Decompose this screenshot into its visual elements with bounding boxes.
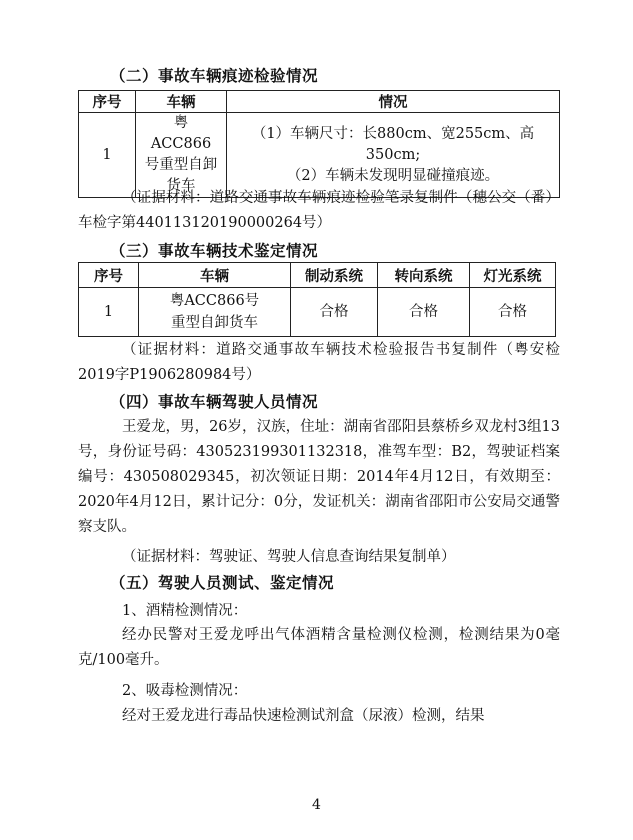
page-number: 4: [312, 797, 321, 813]
vehicle-line-2: 重型自卸货车: [171, 315, 258, 331]
drug-test-title: 2、吸毒检测情况：: [122, 683, 248, 699]
section2-evidence: （证据材料：道路交通事故车辆痕迹检验笔录复制件（穗公交（番）车检字第440113120190000264号）: [78, 190, 560, 231]
cell-condition: [227, 113, 560, 198]
table-header-row: [79, 263, 556, 288]
cell-no: 1: [79, 113, 136, 198]
cell-vehicle: 粤ACC866号重型自卸货车: [136, 113, 227, 198]
condition-line-2: （2）车辆未发现明显碰撞痕迹。: [286, 167, 500, 184]
header-lights: 灯光系统: [470, 263, 556, 288]
vehicle-line-1: 粤ACC866号: [169, 293, 260, 309]
driver-info: 王爱龙，男，26岁，汉族，住址：湖南省邵阳县蔡桥乡双龙村3组13号，身份证号码：430523199301132318，准驾车型：B2，驾驶证档案编号：430508029345，初次领证日期：2014年4月12日，有效期至：2020年4月12日，累计记分：0分，发证机关：湖南省邵阳市公安局交通警察支队。: [78, 419, 560, 535]
alcohol-test-title: 1、酒精检测情况：: [122, 603, 248, 619]
header-no: 序号: [79, 263, 139, 288]
section3-evidence: （证据材料：道路交通事故车辆技术检验报告书复制件（粤安检2019字P1906280984号）: [78, 342, 560, 383]
alcohol-test-body: 经办民警对王爱龙呼出气体酒精含量检测仪检测，检测结果为0毫克/100毫升。: [78, 627, 560, 668]
header-vehicle: 车辆: [136, 91, 227, 113]
drug-test-body: 经对王爱龙进行毒品快速检测试剂盒（尿液）检测，结果: [122, 708, 485, 724]
condition-line-1: （1）车辆尺寸：长880cm、宽255cm、高350cm;: [251, 125, 535, 163]
table-header-row: [79, 91, 560, 113]
technical-appraisal-table: [78, 262, 556, 337]
cell-no: 1: [79, 288, 139, 337]
header-brake: 制动系统: [291, 263, 378, 288]
section4-heading: （四）事故车辆驾驶人员情况: [110, 392, 319, 411]
header-condition: 情况: [227, 91, 560, 113]
cell-steering: 合格: [378, 288, 470, 337]
trace-inspection-table: [78, 90, 560, 198]
header-no: 序号: [79, 91, 136, 113]
section2-heading: （二）事故车辆痕迹检验情况: [110, 66, 319, 85]
cell-lights: 合格: [470, 288, 556, 337]
header-vehicle: 车辆: [139, 263, 291, 288]
section4-evidence: （证据材料：驾驶证、驾驶人信息查询结果复制单）: [122, 549, 456, 565]
table-row: [79, 113, 560, 198]
table-row: [79, 288, 556, 337]
section3-heading: （三）事故车辆技术鉴定情况: [110, 241, 319, 260]
header-steering: 转向系统: [378, 263, 470, 288]
cell-brake: 合格: [291, 288, 378, 337]
section5-heading: （五）驾驶人员测试、鉴定情况: [110, 573, 335, 592]
cell-vehicle: [139, 288, 291, 337]
